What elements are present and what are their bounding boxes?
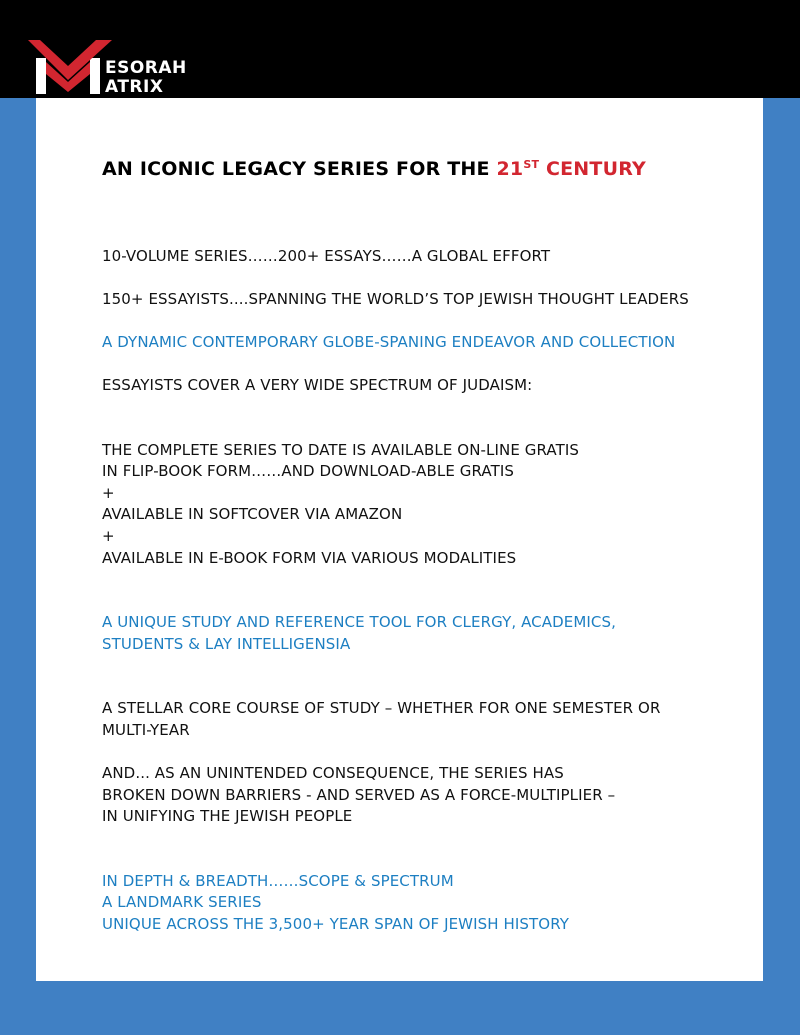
line-flip-book: IN FLIP-BOOK FORM……AND DOWNLOAD-ABLE GRATIS xyxy=(102,462,515,480)
header-bar xyxy=(0,0,800,98)
brand-logo xyxy=(26,36,216,98)
line-dynamic-endeavor: A DYNAMIC CONTEMPORARY GLOBE-SPANING ENDEAVOR AND COLLECTION xyxy=(102,333,676,351)
logo-word-esorah: ESORAH xyxy=(105,58,187,78)
line-landmark: A LANDMARK SERIES xyxy=(102,893,262,911)
line-consequence-2: BROKEN DOWN BARRIERS - AND SERVED AS A FORCE-MULTIPLIER – xyxy=(102,786,616,804)
title-suffix: CENTURY xyxy=(539,158,646,180)
line-spectrum: ESSAYISTS COVER A VERY WIDE SPECTRUM OF JUDAISM: xyxy=(102,376,533,394)
line-core-course-1: A STELLAR CORE COURSE OF STUDY – WHETHER FOR ONE SEMESTER OR xyxy=(102,699,661,717)
line-study-tool-1: A UNIQUE STUDY AND REFERENCE TOOL FOR CLERGY, ACADEMICS, xyxy=(102,613,616,631)
line-study-tool-2: STUDENTS & LAY INTELLIGENSIA xyxy=(102,635,351,653)
line-ebook: AVAILABLE IN E-BOOK FORM VIA VARIOUS MODALITIES xyxy=(102,549,517,567)
mesorah-matrix-m-icon xyxy=(26,36,116,98)
line-unique-history: UNIQUE ACROSS THE 3,500+ YEAR SPAN OF JEWISH HISTORY xyxy=(102,915,570,933)
logo-word-atrix: ATRIX xyxy=(105,77,164,97)
title-century xyxy=(497,158,646,180)
line-consequence-1: AND... AS AN UNINTENDED CONSEQUENCE, THE SERIES HAS xyxy=(102,764,564,782)
content-panel xyxy=(36,98,763,981)
line-consequence-3: IN UNIFYING THE JEWISH PEOPLE xyxy=(102,807,353,825)
page-title xyxy=(102,158,646,180)
line-core-course-2: MULTI-YEAR xyxy=(102,721,190,739)
line-essayists: 150+ ESSAYISTS....SPANNING THE WORLD’S TOP JEWISH THOUGHT LEADERS xyxy=(102,290,689,308)
title-number: 21 xyxy=(496,158,524,180)
line-depth-breadth: IN DEPTH & BREADTH……SCOPE & SPECTRUM xyxy=(102,872,454,890)
line-available-online: THE COMPLETE SERIES TO DATE IS AVAILABLE ON-LINE GRATIS xyxy=(102,441,580,459)
title-superscript: ST xyxy=(523,158,540,171)
line-volume-series: 10-VOLUME SERIES……200+ ESSAYS……A GLOBAL EFFORT xyxy=(102,247,551,265)
title-prefix: AN ICONIC LEGACY SERIES FOR THE xyxy=(102,158,497,180)
line-softcover: AVAILABLE IN SOFTCOVER VIA AMAZON xyxy=(102,505,403,523)
line-plus-1: + xyxy=(102,484,115,502)
line-plus-2: + xyxy=(102,527,115,545)
